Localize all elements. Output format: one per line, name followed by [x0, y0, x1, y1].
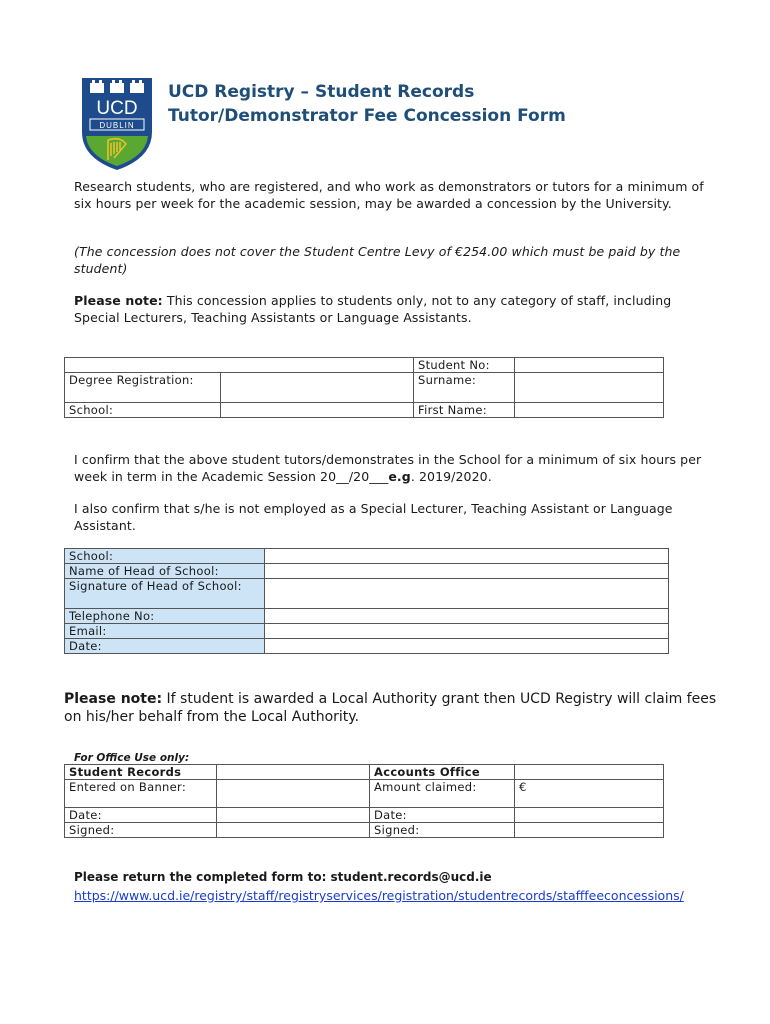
office-date-field-left[interactable]: [217, 808, 370, 823]
confirm-text-end: . 2019/2020.: [410, 468, 492, 484]
levy-note: (The concession does not cover the Student Centre Levy of €254.00 which must be paid by the student): [74, 244, 681, 276]
confirm-employment: I also confirm that s/he is not employed as a Special Lecturer, Teaching Assistant or Language Assistant.: [74, 501, 673, 533]
please-note-paragraph: [74, 293, 704, 326]
ucd-logo: [80, 74, 154, 172]
degree-registration-label: Degree Registration:: [65, 373, 221, 403]
office-date-field-right[interactable]: [515, 808, 664, 823]
hos-signature-field[interactable]: [265, 579, 669, 609]
degree-registration-field[interactable]: [221, 373, 414, 403]
hos-school-label: School:: [65, 549, 265, 564]
head-of-school-table: [64, 548, 669, 654]
entered-on-banner-label: Entered on Banner:: [65, 780, 217, 808]
office-date-label-left: Date:: [65, 808, 217, 823]
first-name-field[interactable]: [515, 403, 664, 418]
first-name-label: First Name:: [414, 403, 515, 418]
surname-field[interactable]: [515, 373, 664, 403]
svg-text:DUBLIN: DUBLIN: [99, 121, 135, 130]
office-date-label-right: Date:: [370, 808, 515, 823]
please-note-label: Please note:: [74, 293, 163, 308]
accounts-office-heading: Accounts Office: [370, 765, 515, 780]
office-signed-field-left[interactable]: [217, 823, 370, 838]
amount-claimed-field[interactable]: €: [515, 780, 664, 808]
grant-note-label: Please note:: [64, 691, 163, 707]
hos-signature-label: Signature of Head of School:: [65, 579, 265, 609]
school-label: School:: [65, 403, 221, 418]
hos-name-field[interactable]: [265, 564, 669, 579]
hos-name-label: Name of Head of School:: [65, 564, 265, 579]
office-use-caption: For Office Use only:: [74, 752, 190, 764]
student-no-field[interactable]: [515, 358, 664, 373]
student-no-label: Student No:: [414, 358, 515, 373]
eg-label: e.g: [388, 468, 411, 484]
office-signed-label-left: Signed:: [65, 823, 217, 838]
concessions-link[interactable]: https://www.ucd.ie/registry/staff/registryservices/registration/studentrecords/stafffeeconcessions/: [74, 888, 684, 903]
hos-date-field[interactable]: [265, 639, 669, 654]
hos-email-field[interactable]: [265, 624, 669, 639]
amount-claimed-label: Amount claimed:: [370, 780, 515, 808]
confirm-text: I confirm that the above student tutors/demonstrates in the School for a minimum of six hours per week in term in the Academic Session 20__/20___: [74, 452, 702, 484]
form-title: [168, 80, 566, 128]
please-note-text: This concession applies to students only, not to any category of staff, including Special Lecturers, Teaching Assistants or Language Assistants.: [74, 293, 672, 325]
confirm-paragraph: [74, 452, 704, 485]
office-use-table: [64, 764, 664, 838]
svg-text:UCD: UCD: [96, 98, 138, 119]
title-line-2: Tutor/Demonstrator Fee Concession Form: [168, 106, 566, 126]
title-line-1: UCD Registry – Student Records: [168, 82, 475, 102]
grant-note-text: If student is awarded a Local Authority grant then UCD Registry will claim fees on his/her behalf from the Local Authority.: [64, 691, 717, 725]
office-signed-label-right: Signed:: [370, 823, 515, 838]
student-details-table: [64, 357, 664, 418]
grant-note: [64, 690, 724, 726]
entered-on-banner-field[interactable]: [217, 780, 370, 808]
hos-school-field[interactable]: [265, 549, 669, 564]
office-signed-field-right[interactable]: [515, 823, 664, 838]
hos-telephone-label: Telephone No:: [65, 609, 265, 624]
return-instructions: Please return the completed form to: student.records@ucd.ie: [74, 870, 492, 884]
hos-date-label: Date:: [65, 639, 265, 654]
student-records-heading: Student Records: [65, 765, 217, 780]
surname-label: Surname:: [414, 373, 515, 403]
hos-telephone-field[interactable]: [265, 609, 669, 624]
intro-paragraph: Research students, who are registered, and who work as demonstrators or tutors for a minimum of six hours per week for the academic session, may be awarded a concession by the University.: [74, 179, 704, 211]
school-field[interactable]: [221, 403, 414, 418]
hos-email-label: Email:: [65, 624, 265, 639]
